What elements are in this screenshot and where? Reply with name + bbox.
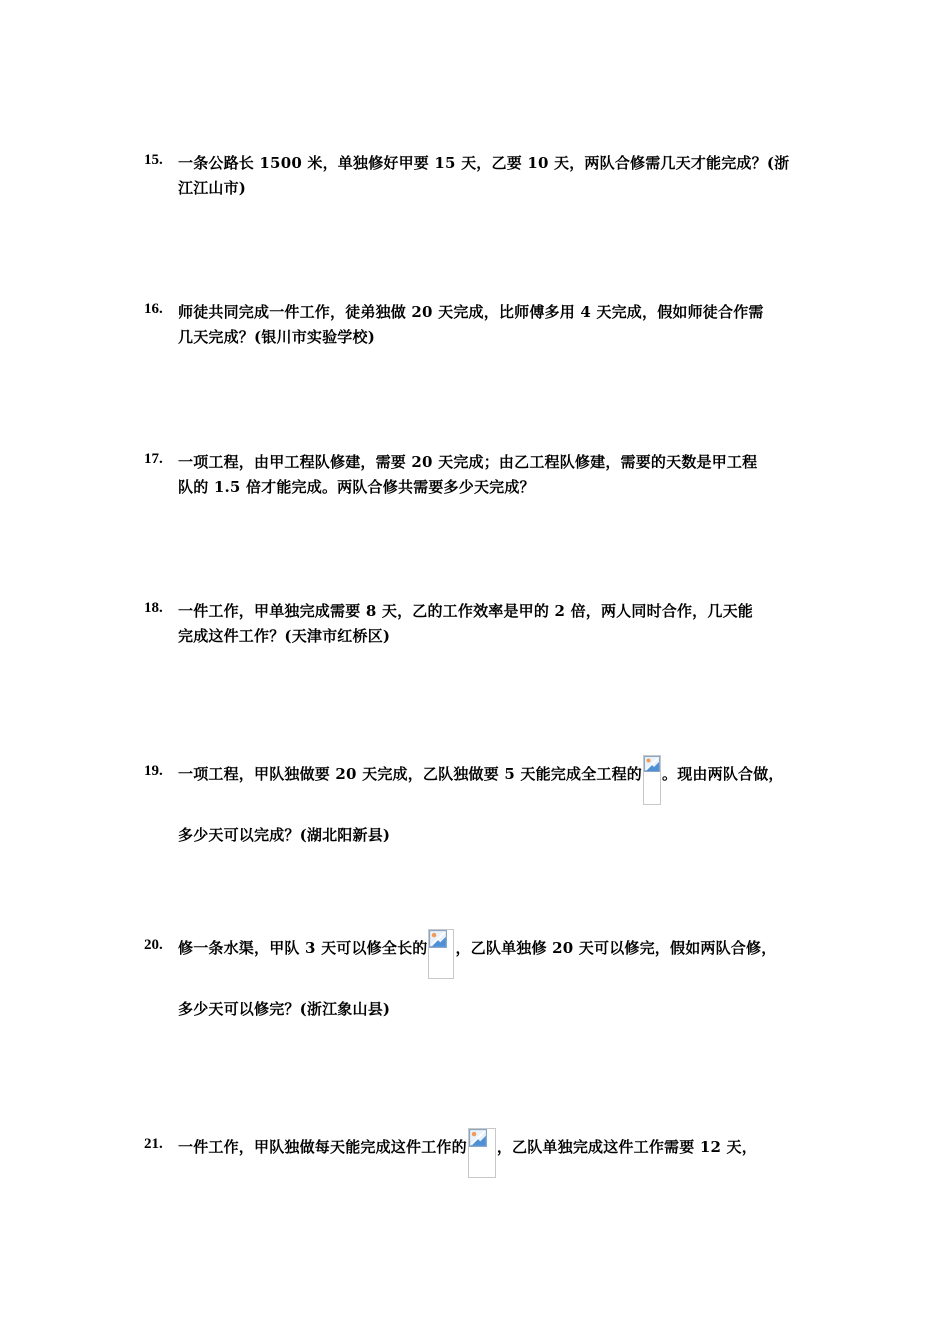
problem-number: 15.: [144, 152, 163, 168]
problem-text-line: 队的 1.5 倍才能完成。两队合修共需要多少天完成？: [178, 478, 535, 496]
problem-text-line: [178, 1136, 818, 1178]
problem-text-line: 一项工程，由甲工程队修建，需要 20 天完成；由乙工程队修建，需要的天数是甲工程: [178, 453, 758, 471]
problem-text-line: 江江山市): [178, 179, 247, 197]
problem-number: 21.: [144, 1136, 163, 1152]
problem-text-line: 几天完成？(银川市实验学校): [178, 328, 375, 346]
problem-text-line: 完成这件工作？(天津市红桥区): [178, 627, 391, 645]
problem-text-line: 多少天可以修完？(浙江象山县): [178, 1000, 391, 1018]
problem-number: 16.: [144, 301, 163, 317]
text-segment: 一件工作，甲队独做每天能完成这件工作的: [178, 1138, 467, 1156]
broken-image-icon: [468, 1128, 496, 1178]
problem-text-line: 一条公路长 1500 米，单独修好甲要 15 天，乙要 10 天，两队合修需几天才能完成？(浙: [178, 154, 790, 172]
broken-image-icon: [428, 929, 454, 979]
problem-text-line: 一件工作，甲单独完成需要 8 天，乙的工作效率是甲的 2 倍，两人同时合作，几天能: [178, 602, 753, 620]
problem-number: 20.: [144, 937, 163, 953]
text-segment: ，乙队单独修 20 天可以修完，假如两队合修，: [455, 939, 777, 957]
problem-number: 17.: [144, 451, 163, 467]
problem-number: 19.: [144, 763, 163, 779]
broken-image-icon: [643, 755, 661, 805]
problem-text-line: [178, 937, 818, 979]
text-segment: 一项工程，甲队独做要 20 天完成，乙队独做要 5 天能完成全工程的: [178, 765, 643, 783]
text-segment: 修一条水渠，甲队 3 天可以修全长的: [178, 939, 428, 957]
problem-text-line: [178, 763, 818, 805]
problem-text-line: 师徒共同完成一件工作，徒弟独做 20 天完成，比师傅多用 4 天完成，假如师徒合作需: [178, 303, 764, 321]
problem-number: 18.: [144, 600, 163, 616]
problem-text-line: 多少天可以完成？(湖北阳新县): [178, 826, 391, 844]
text-segment: 。现由两队合做，: [662, 765, 784, 783]
text-segment: ，乙队单独完成这件工作需要 12 天，: [496, 1138, 757, 1156]
